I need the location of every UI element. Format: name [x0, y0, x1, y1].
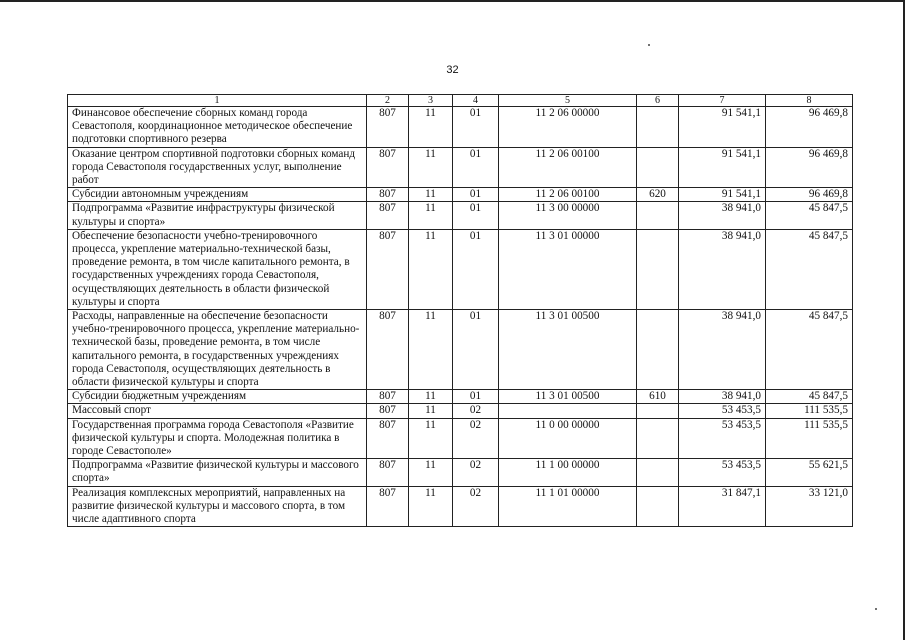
subsection-code-cell: 02 — [453, 404, 499, 418]
table-row — [68, 404, 853, 418]
amount-year2-cell: 96 469,8 — [766, 188, 853, 202]
target-article-cell — [499, 404, 637, 418]
section-code-cell: 11 — [409, 418, 453, 459]
section-code-cell: 11 — [409, 459, 453, 486]
amount-year1-cell: 38 941,0 — [679, 229, 766, 309]
ministry-code-cell: 807 — [367, 229, 409, 309]
row-name-cell: Субсидии автономным учреждениям — [68, 188, 367, 202]
scan-border-top — [0, 0, 905, 2]
amount-year2-cell: 45 847,5 — [766, 229, 853, 309]
page-number: 32 — [446, 64, 459, 76]
amount-year1-cell: 91 541,1 — [679, 188, 766, 202]
target-article-cell: 11 3 01 00500 — [499, 390, 637, 404]
section-code-cell: 11 — [409, 188, 453, 202]
table-row — [68, 459, 853, 486]
amount-year1-cell: 91 541,1 — [679, 147, 766, 188]
amount-year1-cell: 53 453,5 — [679, 404, 766, 418]
target-article-cell: 11 2 06 00100 — [499, 147, 637, 188]
row-name-cell: Подпрограмма «Развитие инфраструктуры физической культуры и спорта» — [68, 202, 367, 229]
expense-type-cell — [637, 147, 679, 188]
ministry-code-cell: 807 — [367, 202, 409, 229]
row-name-cell: Оказание центром спортивной подготовки сборных команд города Севастополя государственных услуг, выполнение работ — [68, 147, 367, 188]
amount-year2-cell: 96 469,8 — [766, 107, 853, 148]
subsection-code-cell: 01 — [453, 390, 499, 404]
ministry-code-cell: 807 — [367, 107, 409, 148]
subsection-code-cell: 02 — [453, 486, 499, 527]
scan-speck — [648, 44, 650, 46]
amount-year2-cell: 111 535,5 — [766, 418, 853, 459]
ministry-code-cell: 807 — [367, 459, 409, 486]
expense-type-cell: 620 — [637, 188, 679, 202]
amount-year2-cell: 33 121,0 — [766, 486, 853, 527]
table-row — [68, 418, 853, 459]
header-row — [68, 95, 853, 107]
column-header: 8 — [766, 95, 853, 107]
budget-table — [67, 94, 853, 527]
ministry-code-cell: 807 — [367, 404, 409, 418]
section-code-cell: 11 — [409, 147, 453, 188]
amount-year1-cell: 53 453,5 — [679, 459, 766, 486]
subsection-code-cell: 02 — [453, 459, 499, 486]
row-name-cell: Массовый спорт — [68, 404, 367, 418]
column-header: 7 — [679, 95, 766, 107]
row-name-cell: Подпрограмма «Развитие физической культуры и массового спорта» — [68, 459, 367, 486]
subsection-code-cell: 02 — [453, 418, 499, 459]
expense-type-cell — [637, 404, 679, 418]
amount-year2-cell: 45 847,5 — [766, 202, 853, 229]
ministry-code-cell: 807 — [367, 390, 409, 404]
row-name-cell: Реализация комплексных мероприятий, направленных на развитие физической культуры и массового спорта, в том числе адаптивного спорта — [68, 486, 367, 527]
subsection-code-cell: 01 — [453, 310, 499, 390]
target-article-cell: 11 2 06 00000 — [499, 107, 637, 148]
section-code-cell: 11 — [409, 202, 453, 229]
scan-speck — [875, 608, 877, 610]
expense-type-cell — [637, 202, 679, 229]
target-article-cell: 11 0 00 00000 — [499, 418, 637, 459]
table-row — [68, 390, 853, 404]
expense-type-cell — [637, 418, 679, 459]
target-article-cell: 11 2 06 00100 — [499, 188, 637, 202]
amount-year1-cell: 91 541,1 — [679, 107, 766, 148]
section-code-cell: 11 — [409, 390, 453, 404]
table-row — [68, 188, 853, 202]
subsection-code-cell: 01 — [453, 147, 499, 188]
target-article-cell: 11 3 00 00000 — [499, 202, 637, 229]
target-article-cell: 11 1 00 00000 — [499, 459, 637, 486]
amount-year2-cell: 111 535,5 — [766, 404, 853, 418]
ministry-code-cell: 807 — [367, 486, 409, 527]
row-name-cell: Государственная программа города Севастополя «Развитие физической культуры и спорта. Молодежная политика в городе Севастополе» — [68, 418, 367, 459]
amount-year1-cell: 38 941,0 — [679, 310, 766, 390]
ministry-code-cell: 807 — [367, 147, 409, 188]
target-article-cell: 11 3 01 00500 — [499, 310, 637, 390]
section-code-cell: 11 — [409, 107, 453, 148]
table-row — [68, 310, 853, 390]
amount-year2-cell: 45 847,5 — [766, 390, 853, 404]
amount-year1-cell: 31 847,1 — [679, 486, 766, 527]
section-code-cell: 11 — [409, 404, 453, 418]
expense-type-cell — [637, 486, 679, 527]
column-header: 3 — [409, 95, 453, 107]
column-header: 6 — [637, 95, 679, 107]
expense-type-cell — [637, 229, 679, 309]
column-header: 5 — [499, 95, 637, 107]
table-row — [68, 486, 853, 527]
target-article-cell: 11 1 01 00000 — [499, 486, 637, 527]
amount-year2-cell: 55 621,5 — [766, 459, 853, 486]
row-name-cell: Субсидии бюджетным учреждениям — [68, 390, 367, 404]
ministry-code-cell: 807 — [367, 418, 409, 459]
row-name-cell: Обеспечение безопасности учебно-тренировочного процесса, укрепление материально-технической базы, проведение ремонта, в том числе капитального ремонта, в государственных учреждениях города Севастополя, осуществляющих деятельность в области физической культуры и спорта — [68, 229, 367, 309]
section-code-cell: 11 — [409, 229, 453, 309]
section-code-cell: 11 — [409, 486, 453, 527]
table-row — [68, 202, 853, 229]
subsection-code-cell: 01 — [453, 202, 499, 229]
amount-year1-cell: 38 941,0 — [679, 202, 766, 229]
table-row — [68, 147, 853, 188]
ministry-code-cell: 807 — [367, 310, 409, 390]
row-name-cell: Расходы, направленные на обеспечение безопасности учебно-тренировочного процесса, укрепление материально-технической базы, проведение ремонта, в том числе капитального ремонта, в государственных учреждениях города Севастополя, осуществляющих деятельность в области физической культуры и спорта — [68, 310, 367, 390]
row-name-cell: Финансовое обеспечение сборных команд города Севастополя, координационное методическое обеспечение подготовки спортивного резерва — [68, 107, 367, 148]
amount-year1-cell: 38 941,0 — [679, 390, 766, 404]
amount-year2-cell: 45 847,5 — [766, 310, 853, 390]
expense-type-cell — [637, 459, 679, 486]
table-row — [68, 229, 853, 309]
expense-type-cell — [637, 107, 679, 148]
ministry-code-cell: 807 — [367, 188, 409, 202]
amount-year1-cell: 53 453,5 — [679, 418, 766, 459]
target-article-cell: 11 3 01 00000 — [499, 229, 637, 309]
expense-type-cell: 610 — [637, 390, 679, 404]
column-header: 2 — [367, 95, 409, 107]
column-header: 4 — [453, 95, 499, 107]
subsection-code-cell: 01 — [453, 229, 499, 309]
column-header: 1 — [68, 95, 367, 107]
section-code-cell: 11 — [409, 310, 453, 390]
subsection-code-cell: 01 — [453, 188, 499, 202]
subsection-code-cell: 01 — [453, 107, 499, 148]
amount-year2-cell: 96 469,8 — [766, 147, 853, 188]
table-row — [68, 107, 853, 148]
expense-type-cell — [637, 310, 679, 390]
